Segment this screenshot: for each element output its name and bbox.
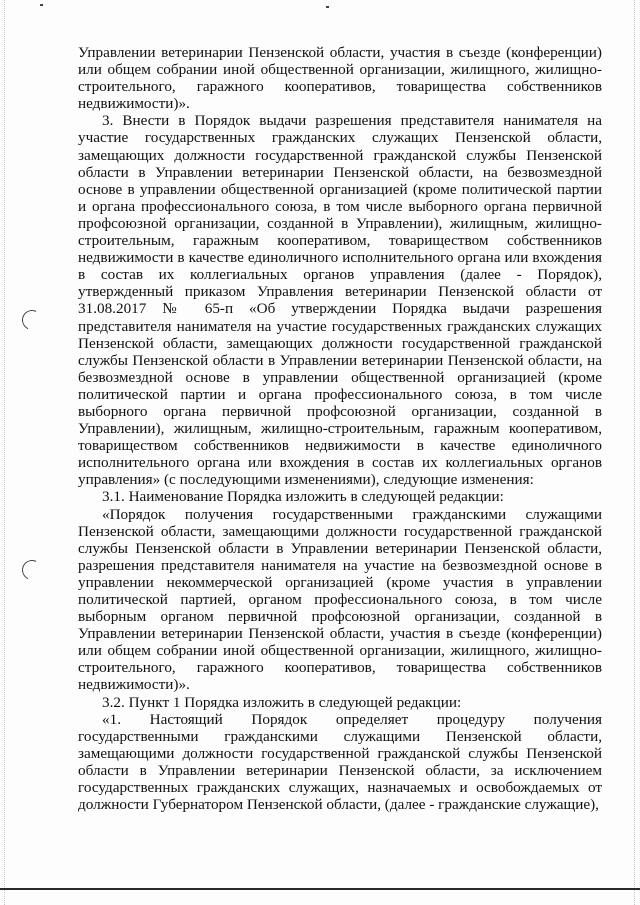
paragraph-continuation: Управлении ветеринарии Пензенской области, участия в съезде (конференции) или общем собрании иной общественной организации, жилищного, жилищно-строительного, гаражного кооперативов, товарищества собственников недвижимости)». <box>78 44 602 113</box>
paragraph-item-3-2: 3.2. Пункт 1 Порядка изложить в следующей редакции: <box>102 693 462 711</box>
paragraph-quote-point-1: «1. Настоящий Порядок определяет процедуру получения государственными гражданскими служащими Пензенской области, замещающими должности государственной гражданской службы Пензенской области в Управлении ветеринарии Пензенской области, за исключением государственных гражданских служащих, назначаемых и освобождаемых от должности Губернатором Пензенской области, (далее - гражданские служащие), <box>78 710 602 814</box>
scan-edge-left <box>4 0 6 905</box>
document-body <box>78 44 602 813</box>
paragraph-quote-title: «Порядок получения государственными гражданскими служащими Пензенской области, замещающими должности государственной гражданской службы Пензенской области в Управлении ветеринарии Пензенской области, разрешения представителя нанимателя на участие на безвозмездной основе в управлении некоммерческой организацией (кроме участия в управлении политической партией, органом профессионального союза, в том числе выборным органом первичной профсоюзной организации, созданной в Управлении ветеринарии Пензенской области, участия в съезде (конференции) или общем собрании иной общественной организации, жилищного, жилищно-строительного, гаражного кооперативов, товарищества собственников недвижимости)». <box>78 505 602 694</box>
punch-hole-mark <box>19 557 45 583</box>
scan-edge-right <box>634 0 636 905</box>
scan-speck <box>326 6 329 8</box>
punch-hole-mark <box>19 307 45 333</box>
paragraph-item-3: 3. Внести в Порядок выдачи разрешения представителя нанимателя на участие государственных гражданских служащих Пензенской области, замещающих должности государственной гражданской службы Пензенской области в Управлении ветеринарии Пензенской области, на безвозмездной основе в управлении общественной организацией (кроме политической партии и органа профессионального союза, в том числе выборного органа первичной профсоюзной организации, созданной в Управлении), жилищным, жилищно-строительным, гаражным кооперативом, товариществом собственников недвижимости в качестве единоличного исполнительного органа или вхождения в состав их коллегиальных органов управления (далее - Порядок), утвержденный приказом Управления ветеринарии Пензенской области от 31.08.2017 № 65-п «Об утверждении Порядка выдачи разрешения представителя нанимателя на участие государственных гражданских служащих Пензенской области, замещающих должности государственной гражданской службы Пензенской области в Управлении ветеринарии Пензенской области, на безвозмездной основе в управлении общественной организацией (кроме политической партии и органа профессионального союза, в том числе выборного органа первичной профсоюзной организации, созданной в Управлении), жилищным, жилищно-строительным, гаражным кооперативом, товариществом собственников недвижимости в качестве единоличного исполнительного органа или вхождения в состав их коллегиальных органов управления» (с последующими изменениями), следующие изменения: <box>78 112 602 489</box>
paragraph-item-3-1: 3.1. Наименование Порядка изложить в следующей редакции: <box>102 488 504 506</box>
scan-bottom-border <box>0 888 640 890</box>
scan-speck <box>40 4 43 6</box>
